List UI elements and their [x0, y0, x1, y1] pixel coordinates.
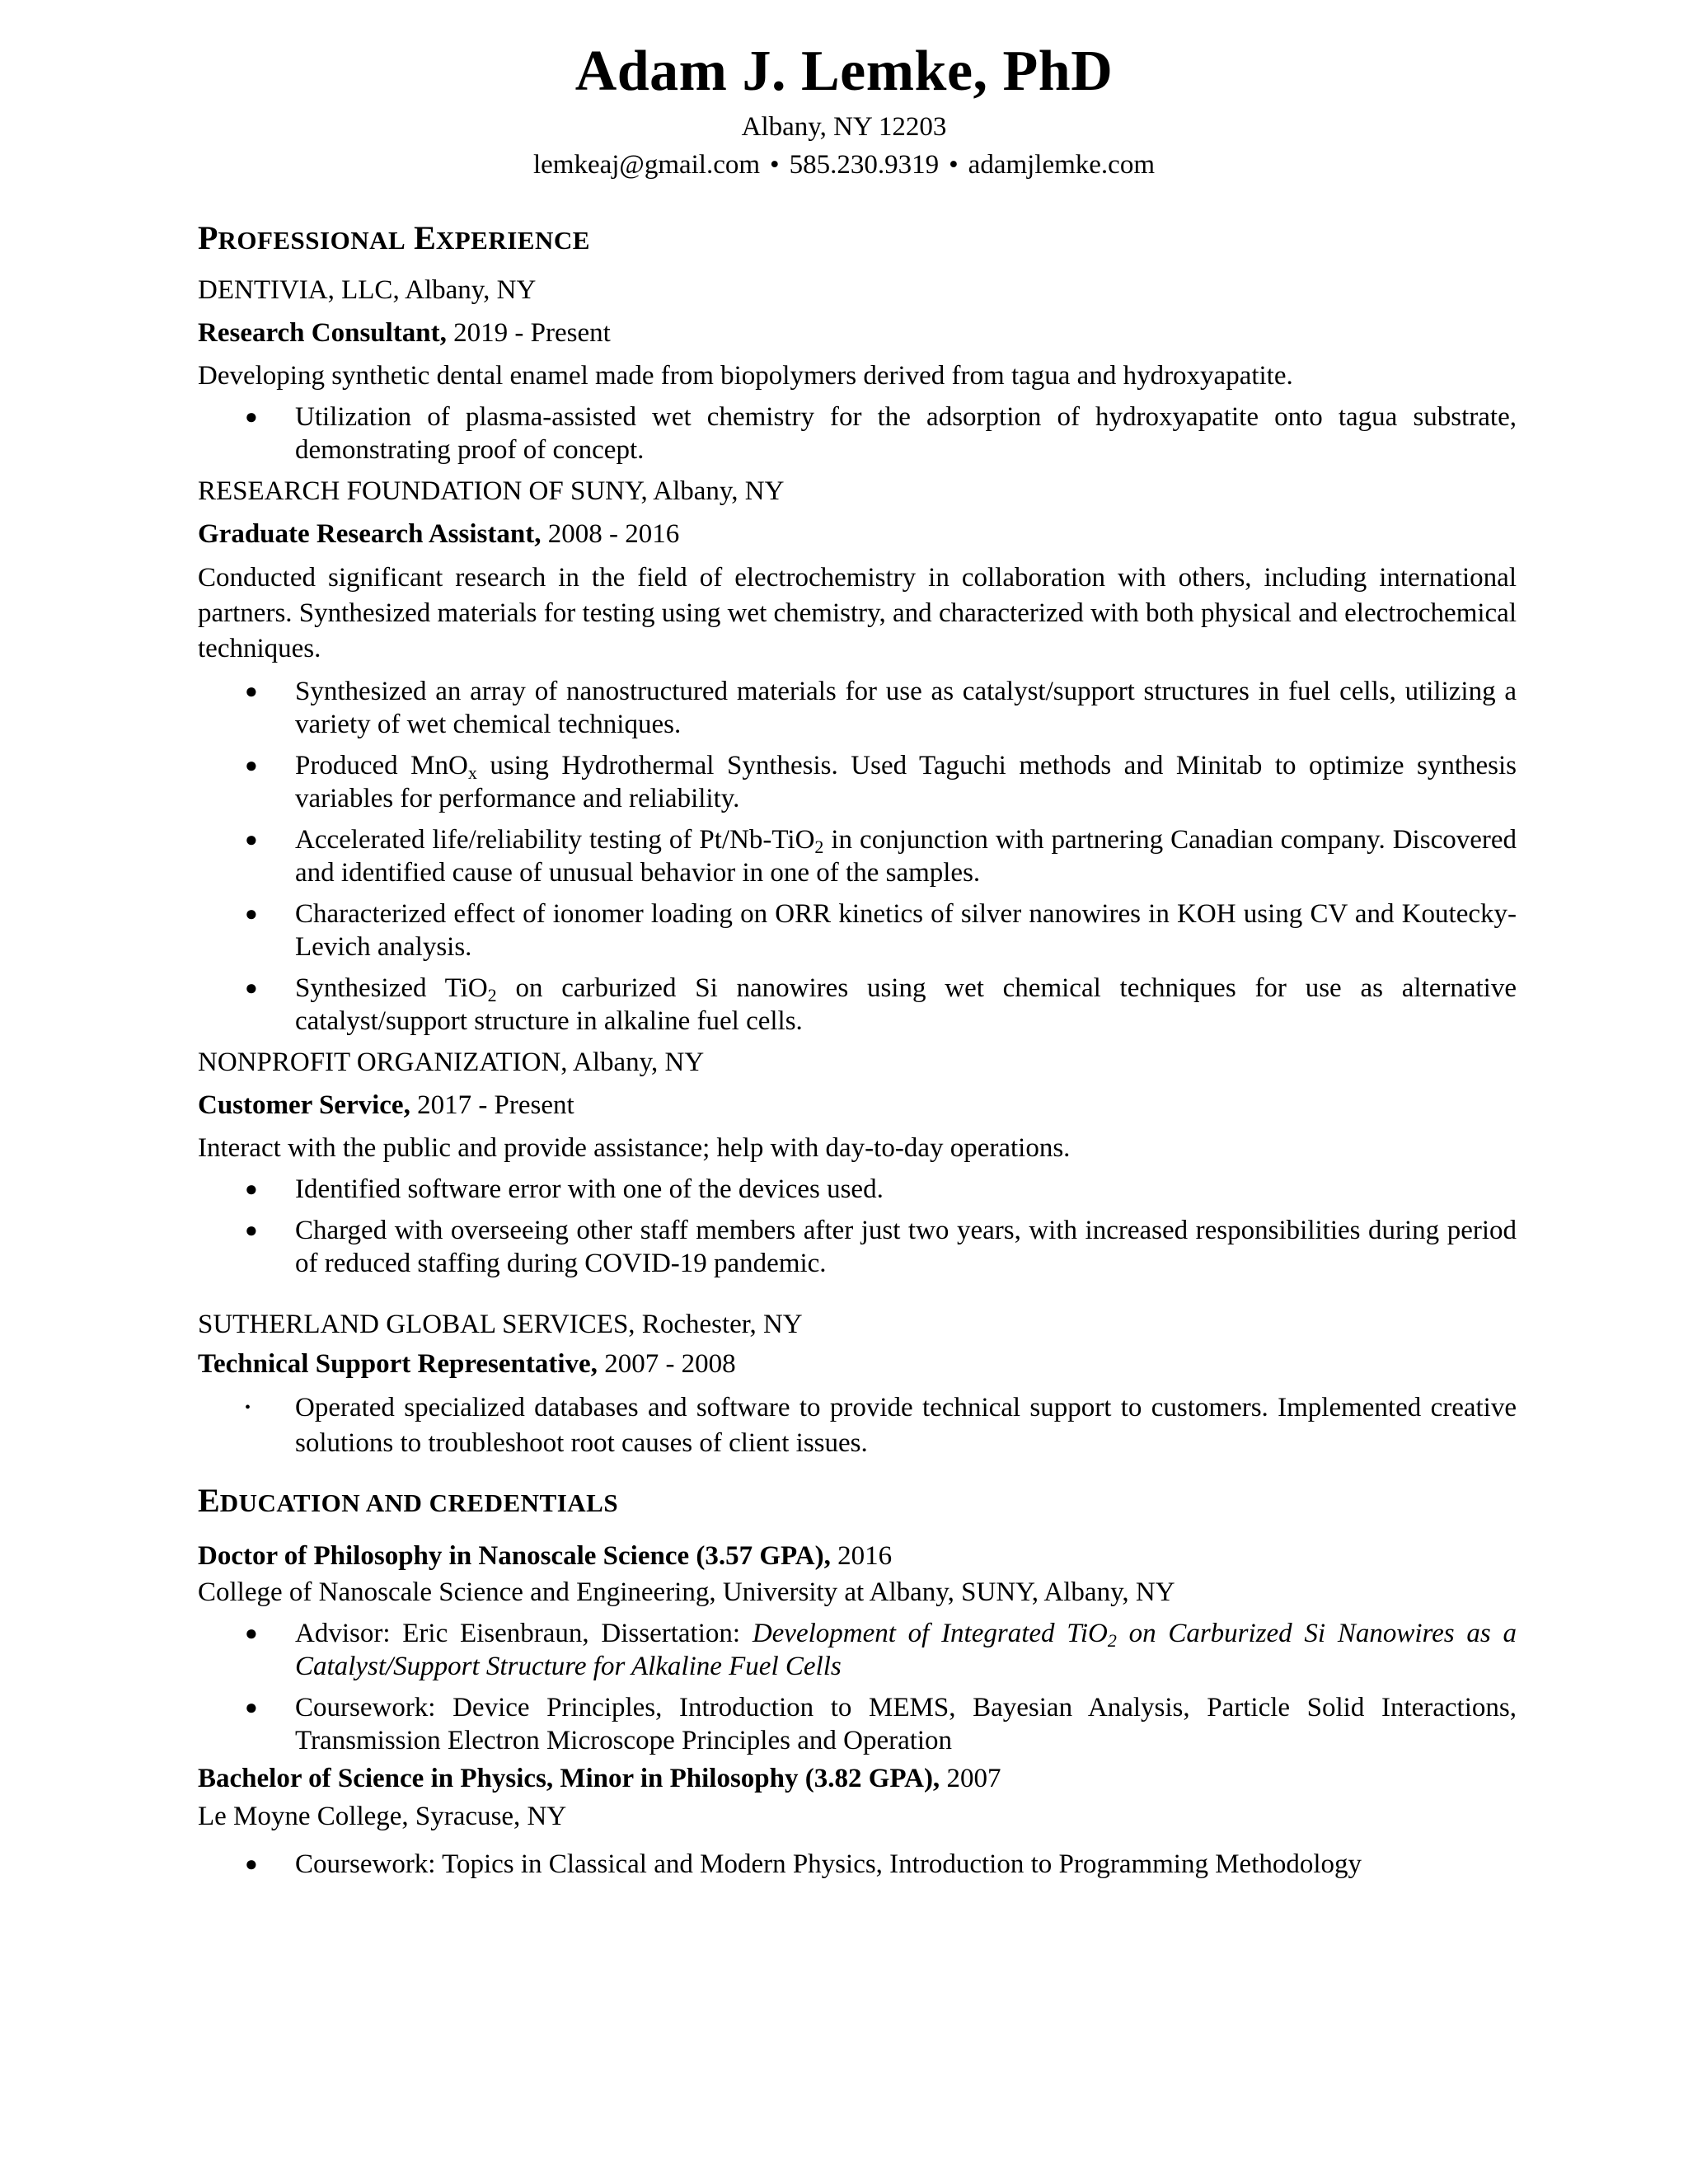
separator: • [770, 150, 780, 180]
phone: 585.230.9319 [789, 150, 940, 180]
job-org: DENTIVIA, LLC, Albany, NY [198, 275, 537, 305]
job-org: SUTHERLAND GLOBAL SERVICES, Rochester, NY [198, 1310, 803, 1339]
resume-body [198, 218, 1517, 1881]
list-item: ● Produced MnO$_x$ using Hydrothermal Synthesis. Used Taguchi methods and Minitab to optimize synthesis variables for performance and reliability. [245, 751, 1517, 813]
section-title-experience: PROFESSIONAL EXPERIENCE [198, 219, 590, 256]
list-item: • Operated specialized databases and software to provide technical support to customers. Implemented creative solutions to troubleshoot root causes of client issues. [245, 1393, 1517, 1458]
separator: • [949, 150, 959, 180]
school: College of Nanoscale Science and Engineering, University at Albany, SUNY, Albany, NY [198, 1577, 1175, 1607]
list-item: ● Accelerated life/reliability testing of Pt/Nb-TiO$_2$ in conjunction with partnering Canadian company. Discovered and identified cause of unusual behavior in one of the samples. [245, 825, 1517, 888]
job-description: Interact with the public and provide assistance; help with day-to-day operations. [198, 1133, 1071, 1163]
school: Le Moyne College, Syracuse, NY [198, 1802, 567, 1831]
list-item: ● Identified software error with one of the devices used. [245, 1174, 884, 1204]
job-bullets [198, 401, 1517, 466]
website[interactable]: adamjlemke.com [968, 150, 1155, 180]
candidate-name: Adam J. Lemke, PhD [574, 40, 1114, 103]
job-org: NONPROFIT ORGANIZATION, Albany, NY [198, 1047, 705, 1077]
list-item: ● Coursework: Topics in Classical and Modern Physics, Introduction to Programming Methodology [245, 1849, 1362, 1879]
list-item: ● Synthesized an array of nanostructured materials for use as catalyst/support structures in fuel cells, utilizing a variety of wet chemical techniques. [245, 677, 1517, 739]
job-bullets [198, 1173, 1517, 1280]
address: Albany, NY 12203 [741, 112, 947, 142]
job-role: Technical Support Representative, 2007 - 2008 [198, 1349, 736, 1379]
list-item: ● Advisor: Eric Eisenbraun, Dissertation: Development of Integrated TiO$_2$ on Carburized Si Nanowires as a Catalyst/Support Structure for Alkaline Fuel Cells [245, 1619, 1517, 1681]
degree-bullets [198, 1617, 1517, 1757]
contact-line [0, 148, 1688, 181]
list-item: ● Utilization of plasma-assisted wet chemistry for the adsorption of hydroxyapatite onto tagua substrate, demonstrating proof of concept. [245, 402, 1517, 465]
job-bullets [198, 675, 1517, 1038]
section-title-education: EDUCATION AND CREDENTIALS [198, 1482, 619, 1519]
job-description: Developing synthetic dental enamel made from biopolymers derived from tagua and hydroxyapatite. [198, 361, 1293, 391]
job-role: Graduate Research Assistant, 2008 - 2016 [198, 519, 680, 549]
list-item: ● Characterized effect of ionomer loading on ORR kinetics of silver nanowires in KOH using CV and Koutecky-Levich analysis. [245, 899, 1517, 962]
email[interactable]: lemkeaj@gmail.com [532, 150, 761, 180]
job-role: Customer Service, 2017 - Present [198, 1090, 574, 1120]
degree-title: Bachelor of Science in Physics, Minor in Philosophy (3.82 GPA), 2007 [198, 1764, 1001, 1793]
job-role: Research Consultant, 2019 - Present [198, 318, 611, 348]
degree-title: Doctor of Philosophy in Nanoscale Science (3.57 GPA), 2016 [198, 1541, 893, 1571]
list-item: ● Charged with overseeing other staff members after just two years, with increased responsibilities during period of reduced staffing during COVID-19 pandemic. [245, 1216, 1517, 1278]
job-description: Conducted significant research in the field of electrochemistry in collaboration with others, including international partners. Synthesized materials for testing using wet chemistry, and characterized with both physical and electrochemical techniques. [198, 563, 1517, 663]
dissertation-title: Development of Integrated TiO$_2$ on Carburized Si Nanowires as a Catalyst/Support Structure for Alkaline Fuel Cells [295, 1619, 1517, 1681]
list-item: ● Synthesized TiO$_2$ on carburized Si nanowires using wet chemical techniques for use as alternative catalyst/support structure in alkaline fuel cells. [245, 973, 1517, 1036]
list-item: ● Coursework: Device Principles, Introduction to MEMS, Bayesian Analysis, Particle Solid Interactions, Transmission Electron Microscope Principles and Operation [245, 1693, 1517, 1755]
degree-bullets [198, 1848, 1517, 1881]
job-org: RESEARCH FOUNDATION OF SUNY, Albany, NY [198, 476, 785, 506]
job-bullets [198, 1390, 1517, 1461]
